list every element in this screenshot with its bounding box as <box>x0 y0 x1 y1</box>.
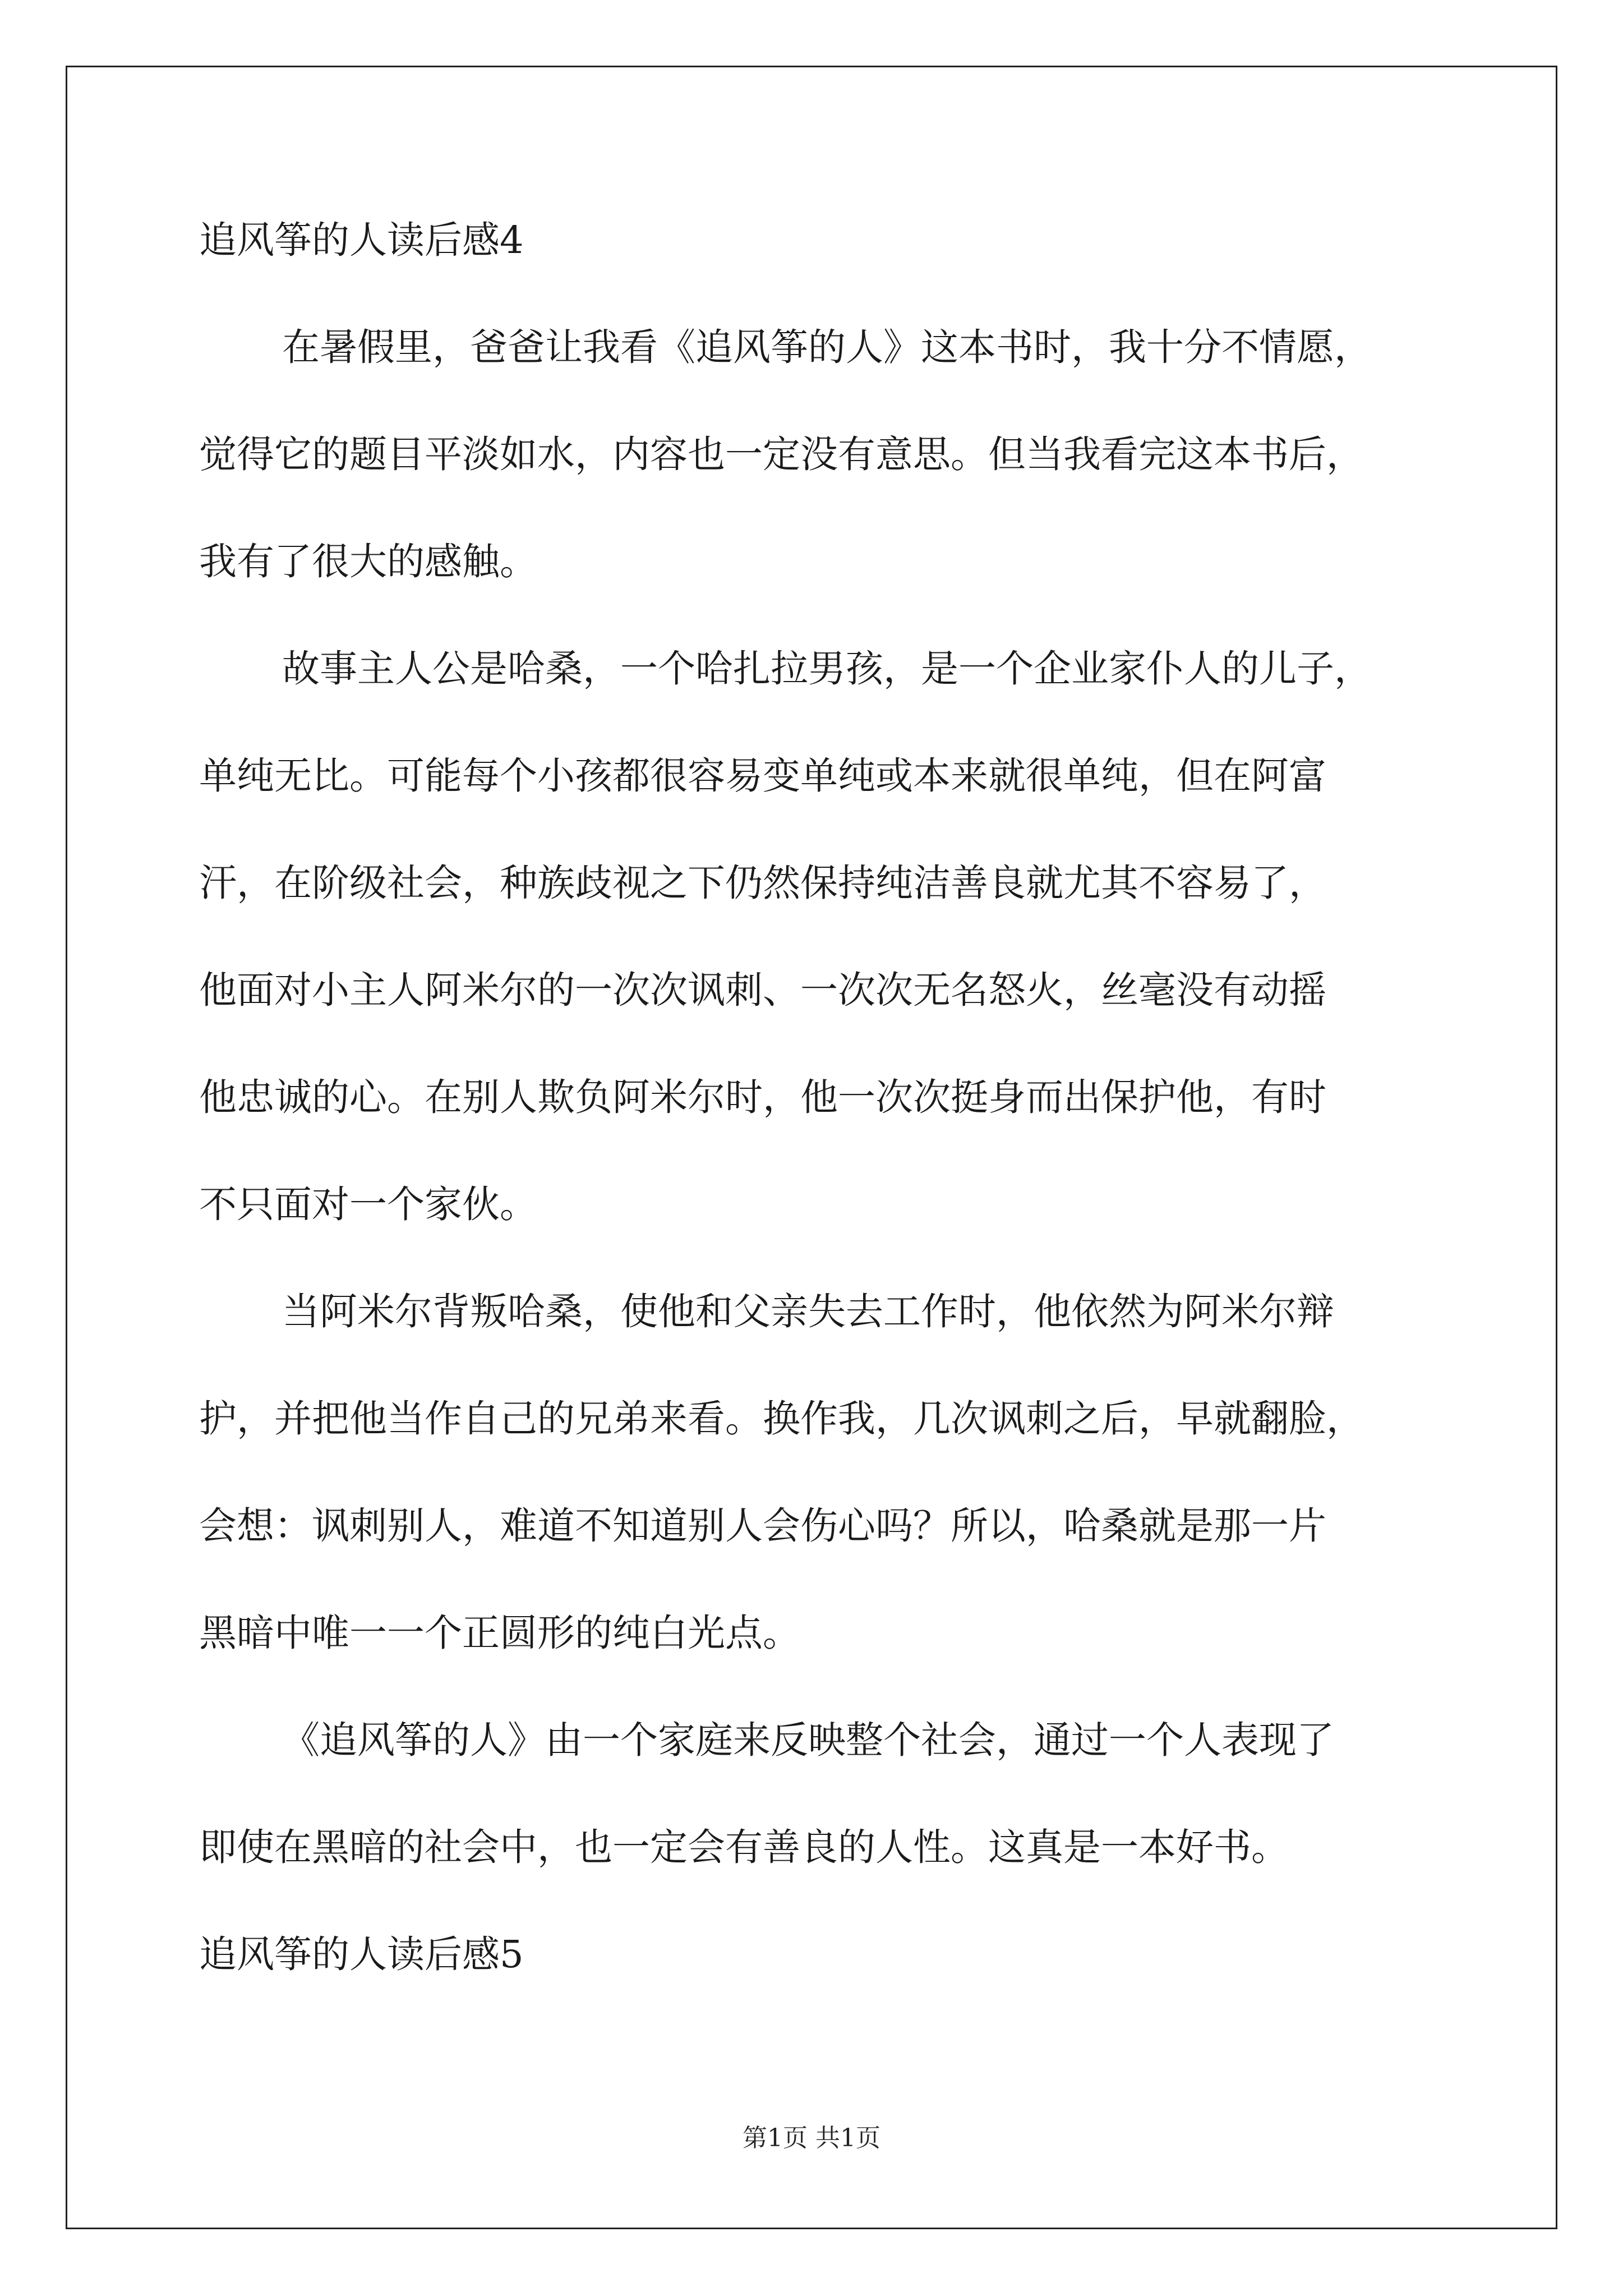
text-line: 即使在黑暗的社会中，也一定会有善良的人性。这真是一本好书。 <box>199 1825 1289 1869</box>
heading-essay-4: 追风筝的人读后感4 <box>199 218 524 262</box>
text-line: 会想：讽刺别人，难道不知道别人会伤心吗？所以，哈桑就是那一片 <box>199 1504 1326 1548</box>
text-line: 故事主人公是哈桑，一个哈扎拉男孩，是一个企业家仆人的儿子， <box>282 647 1372 691</box>
text-line: 汗，在阶级社会，种族歧视之下仍然保持纯洁善良就尤其不容易了， <box>199 861 1326 905</box>
text-line: 黑暗中唯一一个正圆形的纯白光点。 <box>199 1611 800 1655</box>
text-line: 单纯无比。可能每个小孩都很容易变单纯或本来就很单纯，但在阿富 <box>199 754 1326 798</box>
text-line: 他忠诚的心。在别人欺负阿米尔时，他一次次挺身而出保护他，有时 <box>199 1075 1326 1119</box>
text-line: 《追风筝的人》由一个家庭来反映整个社会，通过一个人表现了 <box>282 1718 1334 1762</box>
text-line: 在暑假里，爸爸让我看《追风筝的人》这本书时，我十分不情愿， <box>282 325 1372 369</box>
text-line: 不只面对一个家伙。 <box>199 1182 537 1226</box>
heading-essay-5: 追风筝的人读后感5 <box>199 1932 524 1976</box>
text-line: 当阿米尔背叛哈桑，使他和父亲失去工作时，他依然为阿米尔辩 <box>282 1290 1334 1333</box>
text-line: 觉得它的题目平淡如水，内容也一定没有意思。但当我看完这本书后， <box>199 432 1364 476</box>
text-line: 我有了很大的感触。 <box>199 540 537 583</box>
text-line: 他面对小主人阿米尔的一次次讽刺、一次次无名怒火，丝毫没有动摇 <box>199 968 1326 1012</box>
text-line: 护，并把他当作自己的兄弟来看。换作我，几次讽刺之后，早就翻脸， <box>199 1397 1364 1441</box>
page-number-footer: 第1页 共1页 <box>743 2124 880 2152</box>
page-border <box>66 66 1557 2229</box>
